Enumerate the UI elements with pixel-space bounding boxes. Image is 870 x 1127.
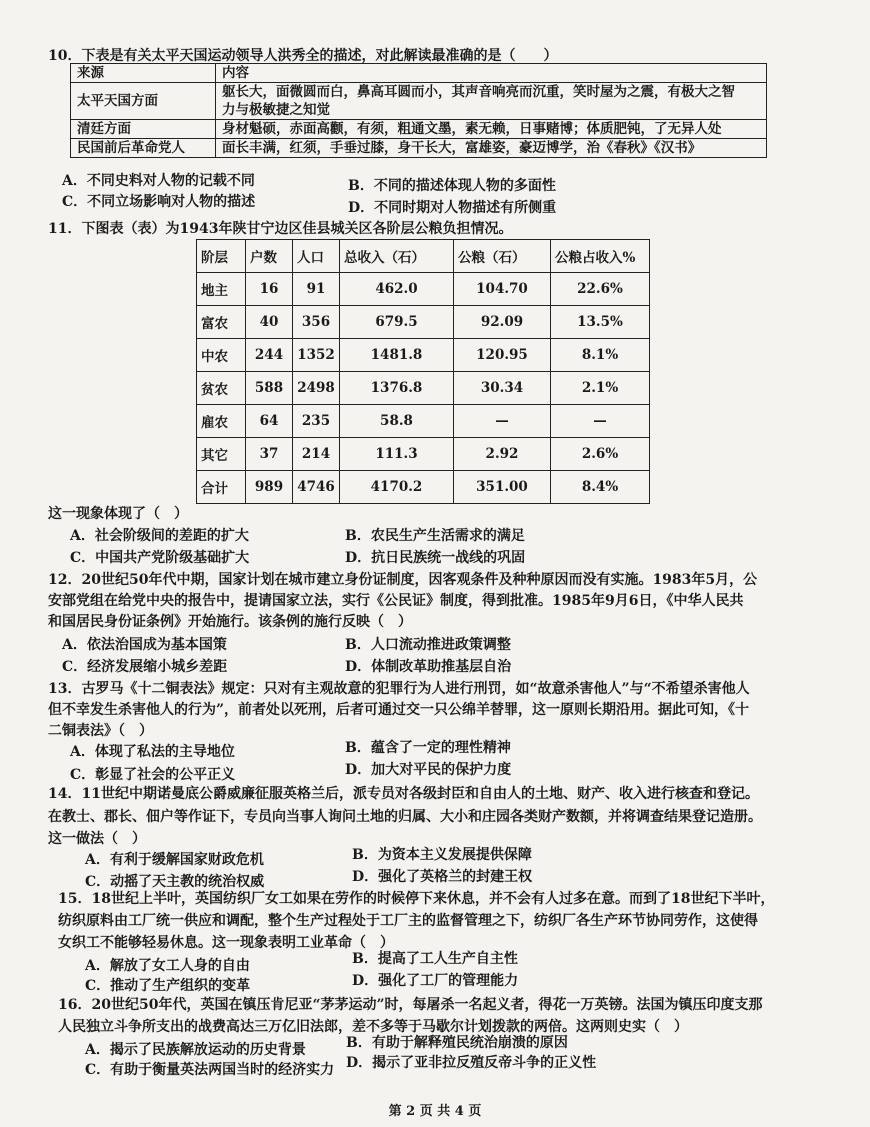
table-cell: 4170.2 [340, 471, 454, 504]
q15-option-c[interactable]: C．推动了生产组织的变革 [85, 978, 251, 994]
header-cell: 公粮（石） [454, 240, 551, 273]
table-cell: 462.0 [340, 273, 454, 306]
table-cell: 104.70 [454, 273, 551, 306]
q12-option-b[interactable]: B．人口流动推进政策调整 [345, 637, 511, 653]
q10-option-b[interactable]: B．不同的描述体现人物的多面性 [348, 178, 556, 194]
q15-option-a[interactable]: A．解放了女工人身的自由 [85, 958, 250, 974]
q13-line: 二铜表法》（ ） [48, 723, 153, 739]
header-cell: 来源 [71, 64, 216, 83]
table-cell: 中农 [197, 339, 246, 372]
table-cell: 其它 [197, 438, 246, 471]
table-row [71, 120, 767, 139]
q16-option-b[interactable]: B．有助于解释殖民统治崩溃的原因 [346, 1035, 568, 1051]
q10-stem: 10．下表是有关太平天国运动领导人洪秀全的描述，对此解读最准确的是（ ） [48, 48, 558, 64]
table-cell: 1481.8 [340, 339, 454, 372]
table-cell: 989 [246, 471, 293, 504]
q11-question: 这一现象体现了（ ） [48, 506, 188, 522]
table-row [197, 471, 650, 504]
q16-option-c[interactable]: C．有助于衡量英法两国当时的经济实力 [85, 1062, 335, 1078]
q13-option-d[interactable]: D．加大对平民的保护力度 [345, 762, 512, 778]
table-cell: 1376.8 [340, 372, 454, 405]
content-line: 力与极敏捷之知觉 [222, 102, 330, 118]
table-cell: 37 [246, 438, 293, 471]
source-cell: 太平天国方面 [71, 83, 216, 120]
table-row [197, 438, 650, 471]
q13-option-c[interactable]: C．彰显了社会的公平正义 [70, 767, 236, 783]
q15-option-b[interactable]: B．提高了工人生产自主性 [352, 951, 518, 967]
table-cell: 2.6% [551, 438, 650, 471]
table-cell: 2498 [293, 372, 340, 405]
q12-line: 安部党组在给党中央的报告中，提请国家立法，实行《公民证》制度，得到批准。1985年9月6日，《中华人民共 [48, 593, 744, 609]
table-cell: — [551, 405, 650, 438]
header-cell: 公粮占收入% [551, 240, 650, 273]
q10-option-c[interactable]: C．不同立场影响对人物的描述 [62, 194, 256, 210]
table-header-row [71, 64, 767, 83]
header-cell: 阶层 [197, 240, 246, 273]
table-cell: 8.4% [551, 471, 650, 504]
table-cell: — [454, 405, 551, 438]
table-cell: 雇农 [197, 405, 246, 438]
table-row [197, 405, 650, 438]
q11-option-a[interactable]: A．社会阶级间的差距的扩大 [70, 528, 249, 544]
table-cell: 16 [246, 273, 293, 306]
table-cell: 244 [246, 339, 293, 372]
content-cell: 面长丰满，红须，手垂过膝，身干长大，富雄姿，豪迈博学，治《春秋》《汉书》 [216, 139, 767, 158]
table-cell: 91 [293, 273, 340, 306]
q13-option-b[interactable]: B．蕴含了一定的理性精神 [345, 740, 511, 756]
q15-option-d[interactable]: D．强化了工厂的管理能力 [352, 973, 519, 989]
table-cell: 贫农 [197, 372, 246, 405]
table-cell: 235 [293, 405, 340, 438]
header-cell: 户数 [246, 240, 293, 273]
q16-line: 16．20世纪50年代，英国在镇压肯尼亚“茅茅运动”时，每屠杀一名起义者，得花一万英镑。法国为镇压印度支那 [58, 997, 763, 1013]
table-cell: 合计 [197, 471, 246, 504]
q14-line: 14．11世纪中期诺曼底公爵威廉征服英格兰后，派专员对各级封臣和自由人的土地、财产、收入进行核查和登记。 [48, 786, 759, 802]
q12-option-a[interactable]: A．依法治国成为基本国策 [62, 637, 227, 653]
q13-line: 但不幸发生杀害他人的行为”，前者处以死刑，后者可通过交一只公绵羊替罪，这一原则长期沿用。据此可知，《十 [48, 702, 750, 718]
q15-line: 女织工不能够轻易休息。这一现象表明工业革命（ ） [58, 935, 394, 951]
table-cell: 1352 [293, 339, 340, 372]
table-cell: 22.6% [551, 273, 650, 306]
page-footer: 第 2 页 共 4 页 [388, 1104, 482, 1119]
content-line: 躯长大，面微圆而白，鼻高耳圆而小，其声音响亮而沉重，笑时屋为之震，有极大之智 [222, 84, 735, 100]
table-cell: 356 [293, 306, 340, 339]
table-cell: 679.5 [340, 306, 454, 339]
source-cell: 民国前后革命党人 [71, 139, 216, 158]
table-cell: 58.8 [340, 405, 454, 438]
table-cell: 92.09 [454, 306, 551, 339]
q14-line: 在教士、郡长、佃户等作证下，专员向当事人询问土地的归属、大小和庄园各类财产数额，并将调查结果登记造册。 [48, 809, 762, 825]
table-header-row [197, 240, 650, 273]
table-cell: 地主 [197, 273, 246, 306]
q16-option-d[interactable]: D．揭示了亚非拉反殖反帝斗争的正义性 [346, 1055, 597, 1071]
table-cell: 214 [293, 438, 340, 471]
header-cell: 总收入（石） [340, 240, 454, 273]
header-cell: 人口 [293, 240, 340, 273]
table-cell: 588 [246, 372, 293, 405]
q12-option-d[interactable]: D．体制改革助推基层自治 [345, 659, 512, 675]
table-cell: 40 [246, 306, 293, 339]
q11-table-body [197, 273, 650, 504]
q14-option-b[interactable]: B．为资本主义发展提供保障 [352, 847, 532, 863]
table-cell: 富农 [197, 306, 246, 339]
q14-option-a[interactable]: A．有利于缓解国家财政危机 [85, 852, 264, 868]
table-row [197, 306, 650, 339]
table-row [197, 339, 650, 372]
q11-option-b[interactable]: B．农民生产生活需求的满足 [345, 528, 525, 544]
table-cell: 2.92 [454, 438, 551, 471]
q16-option-a[interactable]: A．揭示了民族解放运动的历史背景 [85, 1042, 306, 1058]
source-cell: 清廷方面 [71, 120, 216, 139]
q11-option-d[interactable]: D．抗日民族统一战线的巩固 [345, 550, 526, 566]
q14-option-d[interactable]: D．强化了英格兰的封建王权 [352, 869, 533, 885]
table-cell: 351.00 [454, 471, 551, 504]
q12-line: 12．20世纪50年代中期，国家计划在城市建立身份证制度，因客观条件及种种原因而没有实施。1983年5月，公 [48, 572, 758, 588]
q15-line: 15．18世纪上半叶，英国纺织厂女工如果在劳作的时候停下来休息，并不会有人过多在意。而到了18世纪下半叶， [58, 891, 775, 907]
q10-option-a[interactable]: A．不同史料对人物的记载不同 [62, 173, 255, 189]
table-row [71, 139, 767, 158]
q11-table [196, 239, 650, 504]
table-cell: 2.1% [551, 372, 650, 405]
table-cell: 4746 [293, 471, 340, 504]
table-cell: 64 [246, 405, 293, 438]
table-row [71, 83, 767, 120]
table-row [197, 273, 650, 306]
q10-table [70, 63, 767, 158]
table-cell: 8.1% [551, 339, 650, 372]
table-row [197, 372, 650, 405]
table-cell: 120.95 [454, 339, 551, 372]
q12-line: 和国居民身份证条例》开始施行。该条例的施行反映（ ） [48, 614, 412, 630]
q15-line: 纺织原料由工厂统一供应和调配，整个生产过程处于工厂主的监督管理之下，纺织厂各生产环节协同劳作，这使得 [58, 913, 758, 929]
q13-line: 13．古罗马《十二铜表法》规定：只对有主观故意的犯罪行为人进行刑罚，如“故意杀害他人”与“不希望杀害他人 [48, 681, 750, 697]
q16-line: 人民独立斗争所支出的战费高达三万亿旧法郎，差不多等于马歇尔计划拨款的两倍。这两则史实（ ） [58, 1019, 688, 1035]
q14-option-c[interactable]: C．动摇了天主教的统治权威 [85, 874, 265, 890]
table-cell: 111.3 [340, 438, 454, 471]
q12-option-c[interactable]: C．经济发展缩小城乡差距 [62, 659, 228, 675]
q14-line: 这一做法（ ） [48, 831, 146, 847]
content-cell: 身材魁硕，赤面高颧，有须，粗通文墨，素无赖，日事赌博；体质肥钝，了无异人处 [216, 120, 767, 139]
q10-option-d[interactable]: D．不同时期对人物描述有所侧重 [348, 200, 557, 216]
header-cell: 内容 [216, 64, 767, 83]
table-cell: 30.34 [454, 372, 551, 405]
q11-stem: 11．下图表（表）为1943年陕甘宁边区佳县城关区各阶层公粮负担情况。 [48, 221, 513, 237]
q13-option-a[interactable]: A．体现了私法的主导地位 [70, 744, 235, 760]
q11-option-c[interactable]: C．中国共产党阶级基础扩大 [70, 550, 250, 566]
table-cell: 13.5% [551, 306, 650, 339]
content-cell [216, 83, 767, 120]
